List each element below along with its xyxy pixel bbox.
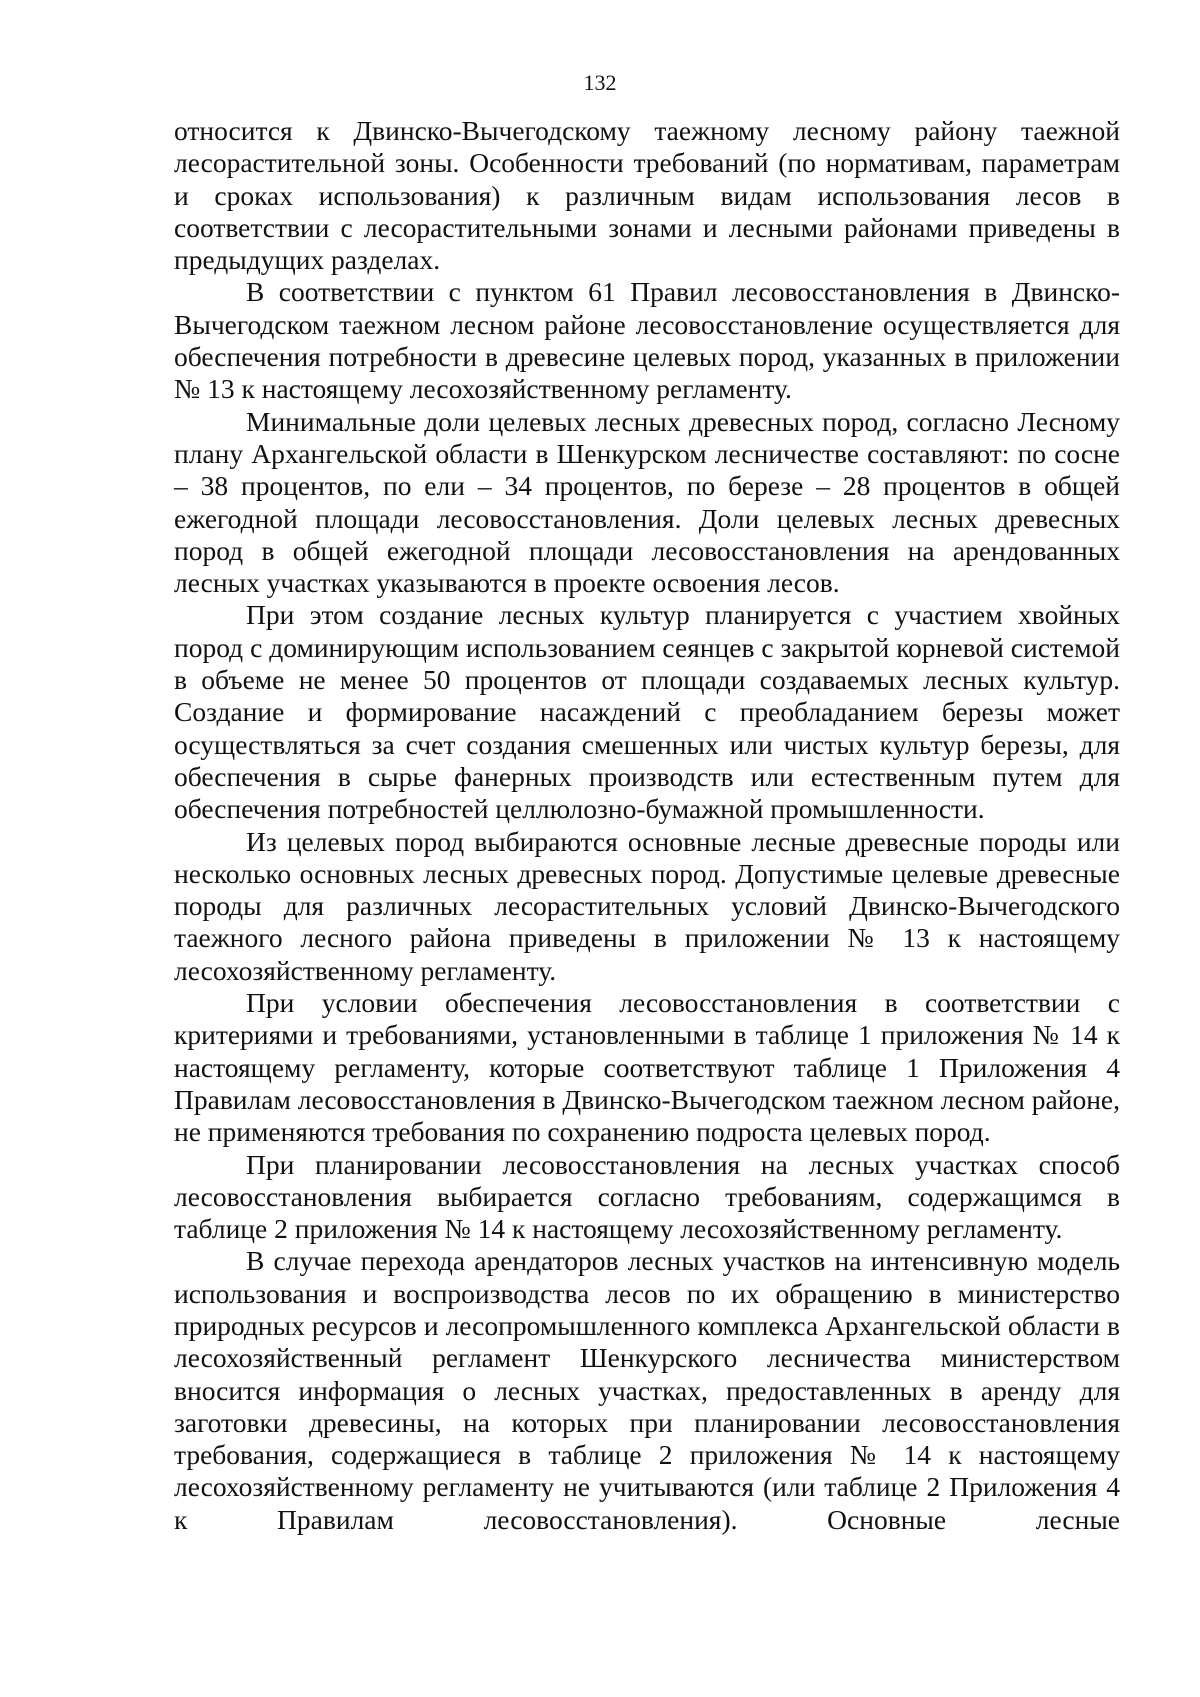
paragraph: Минимальные доли целевых лесных древесных пород, согласно Лесному плану Архангельской области в Шенкурском лесничестве составляют: по сосне – 38 процентов, по ели – 34 процентов, по березе – 28 процентов в общей ежегодной площади лесовосстановления. Доли целевых лесных древесных пород в общей ежегодной площади лесовосстановления на арендованных лесных участках указываются в проекте освоения лесов. — [174, 405, 1120, 599]
paragraph: При планировании лесовосстановления на лесных участках способ лесовосстановления выбирается согласно требованиям, содержащимся в таблице 2 приложения № 14 к настоящему лесохозяйственному регламенту. — [174, 1148, 1120, 1245]
paragraph-continuation: относится к Двинско-Вычегодскому таежному лесному району таежной лесорастительной зоны. Особенности требований (по нормативам, параметрам и сроках использования) к различным видам использования лесов в соответствии с лесорастительными зонами и лесными районами приведены в предыдущих разделах. — [174, 115, 1120, 276]
paragraph: Из целевых пород выбираются основные лесные древесные породы или несколько основных лесных древесных пород. Допустимые целевые древесные породы для различных лесорастительных условий Двинско-Вычегодского таежного лесного района приведены в приложении № 13 к настоящему лесохозяйственному регламенту. — [174, 825, 1120, 986]
paragraph-continued-next-page: В случае перехода арендаторов лесных участков на интенсивную модель использования и воспроизводства лесов по их обращению в министерство природных ресурсов и лесопромышленного комплекса Архангельской области в лесохозяйственный регламент Шенкурского лесничества министерством вносится информация о лесных участках, предоставленных в аренду для заготовки древесины, на которых при планировании лесовосстановления требования, содержащиеся в таблице 2 приложения № 14 к настоящему лесохозяйственному регламенту не учитываются (или таблице 2 Приложения 4 к Правилам лесовосстановления). Основные лесные — [174, 1245, 1120, 1535]
paragraph: При условии обеспечения лесовосстановления в соответствии с критериями и требованиями, установленными в таблице 1 приложения № 14 к настоящему регламенту, которые соответствуют таблице 1 Приложения 4 Правилам лесовосстановления в Двинско-Вычегодском таежном лесном районе, не применяются требования по сохранению подроста целевых пород. — [174, 987, 1120, 1148]
document-body — [174, 115, 1120, 1536]
page-number: 132 — [583, 70, 617, 95]
paragraph: При этом создание лесных культур планируется с участием хвойных пород с доминирующим использованием сеянцев с закрытой корневой системой в объеме не менее 50 процентов от площади создаваемых лесных культур. Создание и формирование насаждений с преобладанием березы может осуществляться за счет создания смешенных или чистых культур березы, для обеспечения в сырье фанерных производств или естественным путем для обеспечения потребностей целлюлозно-бумажной промышленности. — [174, 599, 1120, 825]
paragraph: В соответствии с пунктом 61 Правил лесовосстановления в Двинско-Вычегодском таежном лесном районе лесовосстановление осуществляется для обеспечения потребности в древесине целевых пород, указанных в приложении № 13 к настоящему лесохозяйственному регламенту. — [174, 276, 1120, 405]
